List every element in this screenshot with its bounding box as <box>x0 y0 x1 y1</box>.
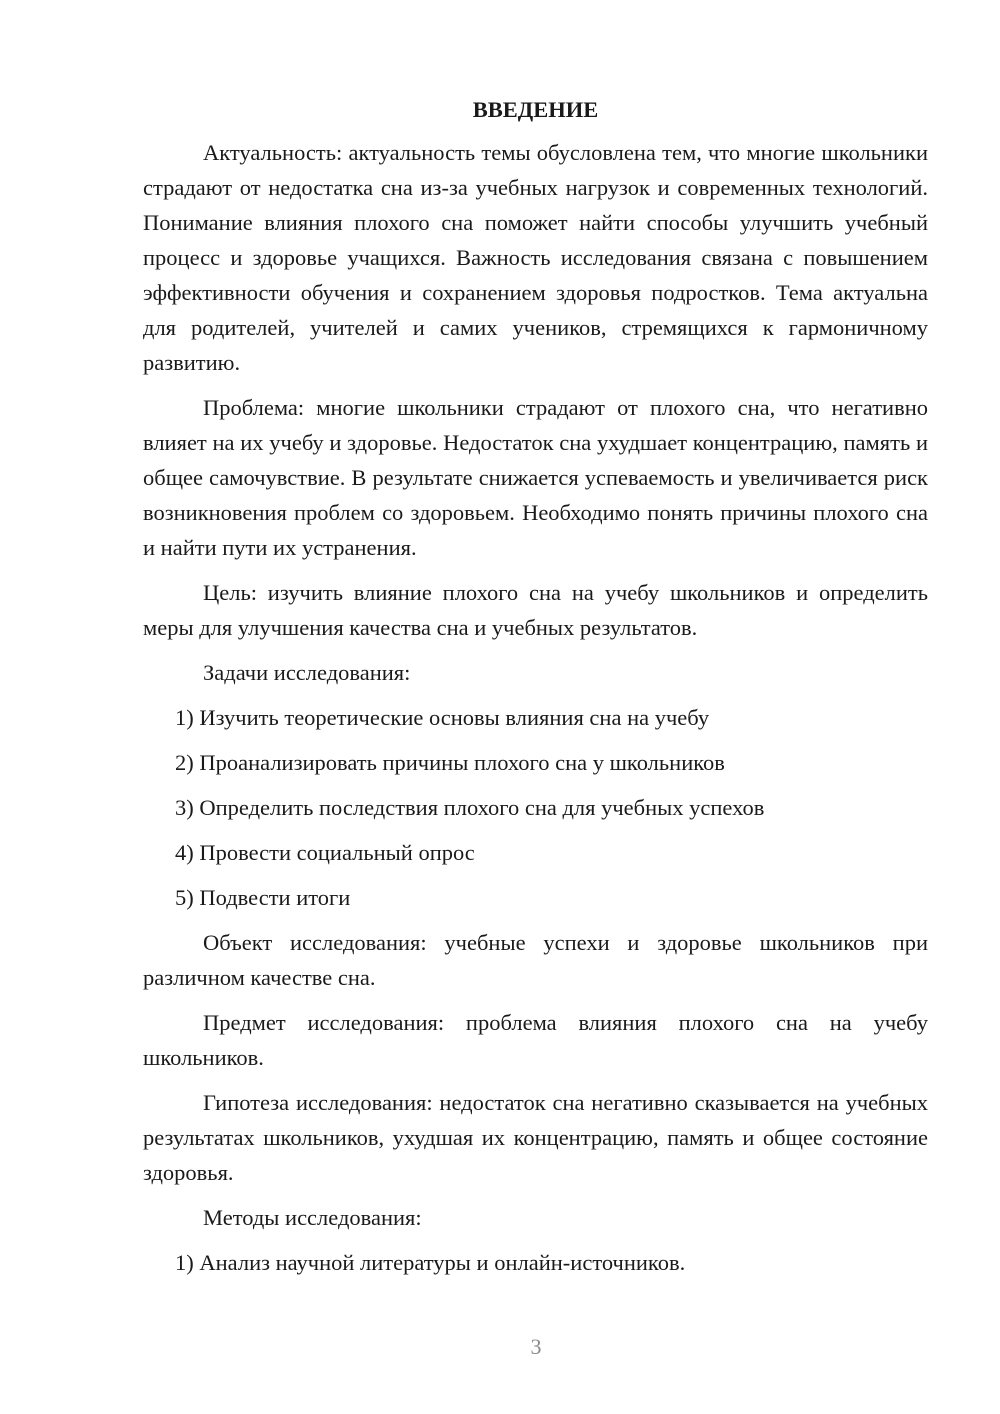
method-item-1: 1) Анализ научной литературы и онлайн-источников. <box>175 1250 686 1275</box>
section-title: ВВЕДЕНИЕ <box>472 97 599 122</box>
task-item-5: 5) Подвести итоги <box>175 885 351 910</box>
hypothesis-paragraph: Гипотеза исследования: недостаток сна негативно сказывается на учебных результатах школьников, ухудшая их концентрацию, память и общее состояние здоровья. <box>143 1090 928 1185</box>
object-paragraph: Объект исследования: учебные успехи и здоровье школьников при различном качестве сна. <box>143 930 928 990</box>
methods-list <box>143 1245 928 1280</box>
task-item-3: 3) Определить последствия плохого сна для учебных успехов <box>175 795 765 820</box>
relevance-paragraph: Актуальность: актуальность темы обусловлена тем, что многие школьники страдают от недостатка сна из-за учебных нагрузок и современных технологий. Понимание влияния плохого сна поможет найти способы улучшить учебный процесс и здоровье учащихся. Важность исследования связана с повышением эффективности обучения и сохранением здоровья подростков. Тема актуальна для родителей, учителей и самих учеников, стремящихся к гармоничному развитию. <box>143 140 928 375</box>
tasks-list <box>143 700 928 915</box>
methods-label: Методы исследования: <box>203 1205 422 1230</box>
task-item-4: 4) Провести социальный опрос <box>175 840 475 865</box>
page-content <box>143 92 928 1290</box>
subject-paragraph: Предмет исследования: проблема влияния плохого сна на учебу школьников. <box>143 1010 928 1070</box>
task-item-1: 1) Изучить теоретические основы влияния сна на учебу <box>175 705 710 730</box>
goal-paragraph: Цель: изучить влияние плохого сна на учебу школьников и определить меры для улучшения качества сна и учебных результатов. <box>143 580 928 640</box>
page-number: 3 <box>530 1334 542 1359</box>
task-item-2: 2) Проанализировать причины плохого сна у школьников <box>175 750 725 775</box>
problem-paragraph: Проблема: многие школьники страдают от плохого сна, что негативно влияет на их учебу и здоровье. Недостаток сна ухудшает концентрацию, память и общее самочувствие. В результате снижается успеваемость и увеличивается риск возникновения проблем со здоровьем. Необходимо понять причины плохого сна и найти пути их устранения. <box>143 395 928 560</box>
tasks-label: Задачи исследования: <box>203 660 411 685</box>
